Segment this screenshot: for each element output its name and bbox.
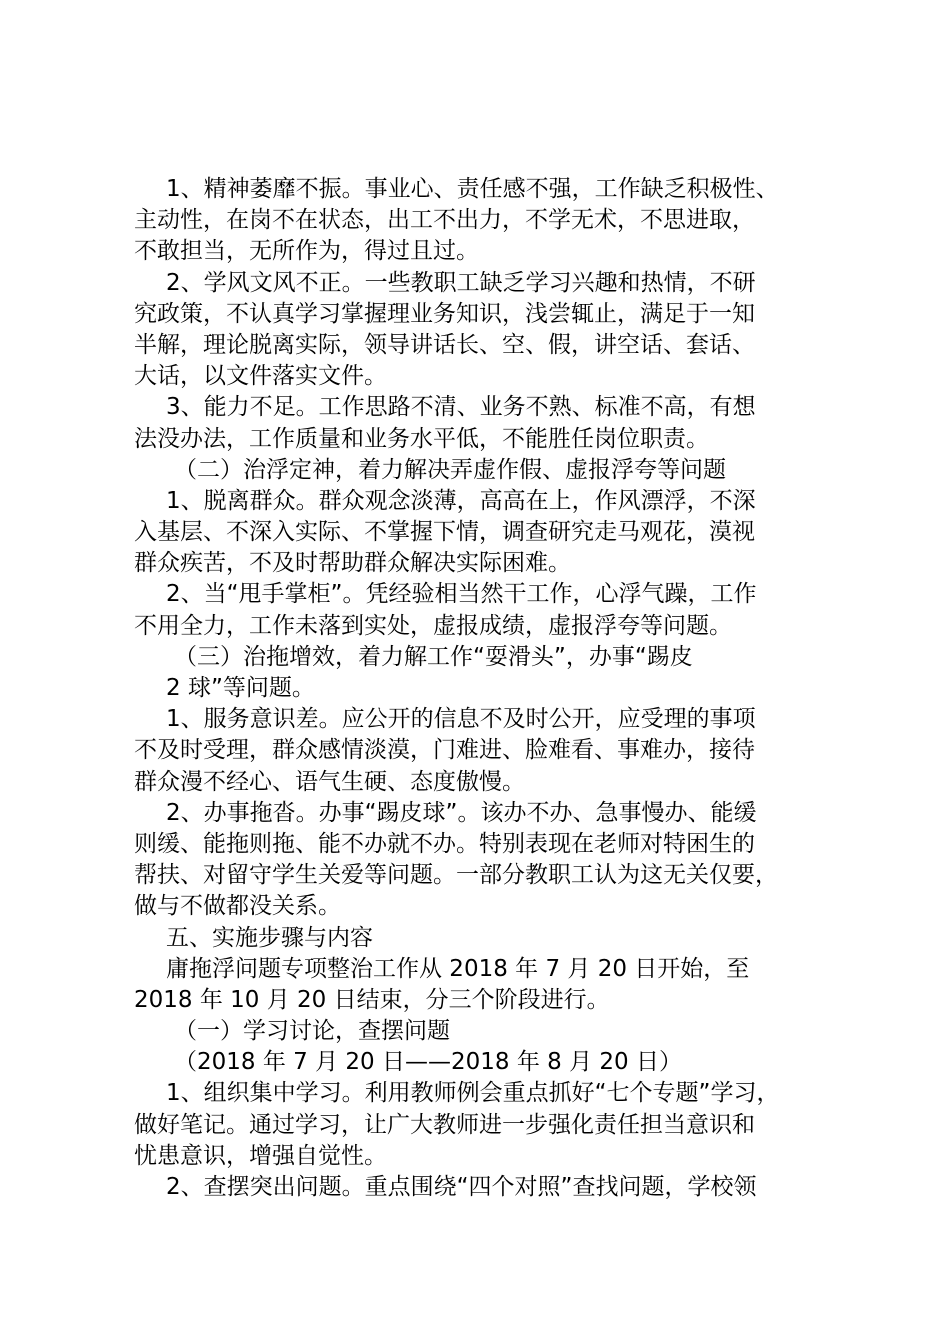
text-line: 群众疾苦，不及时帮助群众解决实际困难。 <box>134 550 571 577</box>
text-line: 2、查摆突出问题。重点围绕“四个对照”查找问题，学校领 <box>166 1174 757 1200</box>
section-heading: （二）治浮定神，着力解决弄虚作假、虚报浮夸等问题 <box>174 456 726 483</box>
document-body <box>134 174 834 1203</box>
text-line: 半解，理论脱离实际，领导讲话长、空、假，讲空话、套话、 <box>134 331 755 358</box>
text-line: 主动性，在岗不在状态，出工不出力，不学无术，不思进取， <box>134 207 755 234</box>
text-line: 3、能力不足。工作思路不清、业务不熟、标准不高，有想 <box>166 394 756 421</box>
text-line: 1、服务意识差。应公开的信息不及时公开，应受理的事项 <box>166 706 756 733</box>
text-line: 忧患意识，增强自觉性。 <box>134 1142 387 1169</box>
text-line: 大话，以文件落实文件。 <box>134 363 387 390</box>
text-line: 则缓、能拖则拖、能不办就不办。特别表现在老师对特困生的 <box>134 830 755 857</box>
text-line: 1、组织集中学习。利用教师例会重点抓好“七个专题”学习， <box>166 1080 780 1107</box>
text-line: 2018 年 10 月 20 日结束，分三个阶段进行。 <box>134 986 610 1013</box>
text-line: 不及时受理，群众感情淡漠，门难进、脸难看、事难办，接待 <box>134 737 755 764</box>
text-line: 帮扶、对留守学生关爱等问题。一部分教职工认为这无关仅要， <box>134 862 778 889</box>
text-line: 群众漫不经心、语气生硬、态度傲慢。 <box>134 768 525 795</box>
section-heading: （三）治拖增效，着力解工作“耍滑头”，办事“踢皮 <box>174 643 693 670</box>
text-line: 2、办事拖沓。办事“踢皮球”。该办不办、急事慢办、能缓 <box>166 799 757 826</box>
section-heading: 五、实施步骤与内容 <box>166 924 373 951</box>
date-range: （2018 年 7 月 20 日——2018 年 8 月 20 日） <box>174 1049 682 1076</box>
text-line: 庸拖浮问题专项整治工作从 2018 年 7 月 20 日开始，至 <box>166 955 750 982</box>
text-line: 不敢担当，无所作为，得过且过。 <box>134 238 479 265</box>
text-line: 2、当“甩手掌柜”。凭经验相当然干工作，心浮气躁，工作 <box>166 581 757 608</box>
section-heading: （一）学习讨论，查摆问题 <box>174 1018 450 1045</box>
text-line: 法没办法，工作质量和业务水平低，不能胜任岗位职责。 <box>134 425 709 452</box>
text-line: 2 球”等问题。 <box>166 675 315 701</box>
text-line: 究政策，不认真学习掌握理业务知识，浅尝辄止，满足于一知 <box>134 300 755 327</box>
text-line: 做与不做都没关系。 <box>134 893 341 920</box>
text-line: 做好笔记。通过学习，让广大教师进一步强化责任担当意识和 <box>134 1111 755 1138</box>
text-line: 入基层、不深入实际、不掌握下情，调查研究走马观花，漠视 <box>134 519 755 546</box>
text-line: 1、脱离群众。群众观念淡薄，高高在上，作风漂浮，不深 <box>166 487 756 514</box>
text-line: 1、精神萎靡不振。事业心、责任感不强，工作缺乏积极性、 <box>166 176 779 202</box>
text-line: 不用全力，工作未落到实处，虚报成绩，虚报浮夸等问题。 <box>134 612 732 639</box>
text-line: 2、学风文风不正。一些教职工缺乏学习兴趣和热情，不研 <box>166 269 756 296</box>
